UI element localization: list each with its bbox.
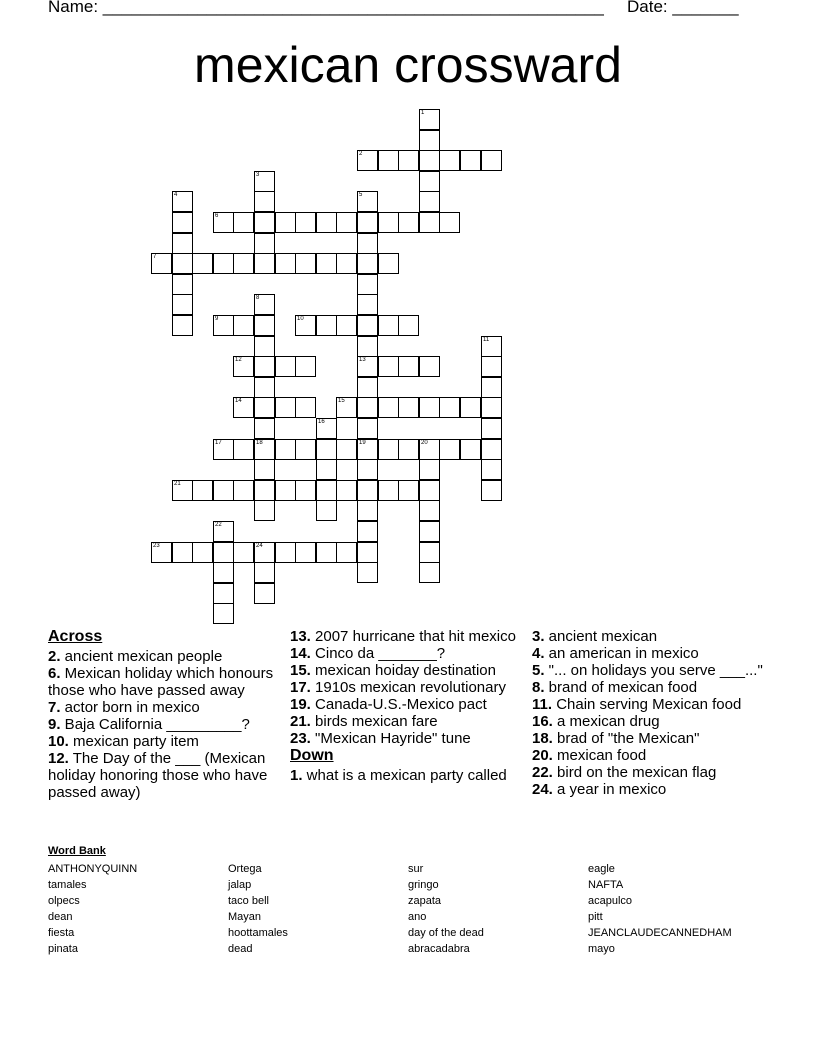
word-bank-column	[48, 861, 137, 957]
crossword-cell	[398, 150, 419, 171]
crossword-cell	[336, 397, 357, 418]
clue-item-number: 10.	[48, 733, 69, 750]
clue-item-text: bird on the mexican flag	[552, 764, 717, 781]
word-bank-entry: hoottamales	[228, 927, 288, 939]
crossword-cell	[439, 397, 460, 418]
crossword-cell	[254, 542, 275, 563]
clue-number: 24	[256, 543, 263, 549]
clue-item-number: 21.	[290, 713, 311, 730]
clue-item	[532, 662, 772, 679]
crossword-cell	[213, 253, 234, 274]
clue-item	[290, 662, 525, 679]
clue-item-text: mexican hoiday destination	[310, 662, 496, 679]
word-bank-entry: tamales	[48, 879, 87, 891]
crossword-cell	[357, 150, 378, 171]
clue-item-text: Baja California _________?	[60, 716, 250, 733]
crossword-cell	[378, 439, 399, 460]
clue-item-text: ancient mexican	[544, 628, 658, 645]
crossword-cell	[254, 439, 275, 460]
clues-column-2	[290, 628, 525, 784]
crossword-cell	[233, 315, 254, 336]
crossword-cell	[275, 212, 296, 233]
clue-item	[290, 713, 525, 730]
clue-number: 5	[359, 192, 363, 198]
crossword-cell	[254, 459, 275, 480]
clue-item	[532, 628, 772, 645]
crossword-cell	[316, 253, 337, 274]
crossword-cell	[357, 542, 378, 563]
crossword-cell	[378, 253, 399, 274]
crossword-cell	[172, 191, 193, 212]
clue-item-text: mexican party item	[68, 733, 199, 750]
word-bank-entry: jalap	[228, 879, 252, 891]
crossword-cell	[254, 171, 275, 192]
down-heading: Down	[290, 747, 334, 764]
word-bank-entry: JEANCLAUDECANNEDHAM	[588, 927, 732, 939]
crossword-cell	[336, 542, 357, 563]
crossword-cell	[233, 397, 254, 418]
crossword-cell	[419, 171, 440, 192]
crossword-cell	[419, 480, 440, 501]
word-bank-entry: day of the dead	[408, 927, 484, 939]
clue-item-number: 19.	[290, 696, 311, 713]
crossword-cell	[481, 336, 502, 357]
crossword-cell	[336, 480, 357, 501]
clue-number: 12	[235, 357, 242, 363]
crossword-cell	[275, 397, 296, 418]
crossword-cell	[275, 439, 296, 460]
crossword-cell	[233, 253, 254, 274]
crossword-cell	[275, 542, 296, 563]
clue-number: 21	[174, 481, 181, 487]
crossword-cell	[357, 439, 378, 460]
crossword-cell	[419, 356, 440, 377]
crossword-cell	[357, 253, 378, 274]
crossword-cell	[357, 191, 378, 212]
crossword-cell	[460, 150, 481, 171]
clue-item-text: The Day of the ___ (Mexican holiday honoring those who have passed away)	[48, 750, 268, 801]
word-bank-entry: sur	[408, 863, 424, 875]
clue-item	[48, 733, 283, 750]
crossword-cell	[419, 542, 440, 563]
clue-number: 4	[174, 192, 178, 198]
clue-item	[532, 781, 772, 798]
clue-item	[48, 648, 283, 665]
clue-number: 7	[153, 254, 157, 260]
crossword-cell	[419, 212, 440, 233]
crossword-cell	[419, 150, 440, 171]
clue-item-number: 9.	[48, 716, 61, 733]
crossword-cell	[172, 233, 193, 254]
crossword-cell	[254, 356, 275, 377]
across-clue-list	[48, 648, 283, 801]
crossword-cell	[481, 397, 502, 418]
crossword-cell	[213, 521, 234, 542]
crossword-cell	[172, 315, 193, 336]
clue-item-number: 15.	[290, 662, 311, 679]
clue-item-number: 7.	[48, 699, 61, 716]
crossword-cell	[213, 603, 234, 624]
crossword-cell	[481, 459, 502, 480]
clue-number: 15	[338, 398, 345, 404]
crossword-cell	[233, 356, 254, 377]
crossword-cell	[357, 233, 378, 254]
clue-number: 2	[359, 151, 363, 157]
crossword-cell	[378, 315, 399, 336]
word-bank-entry: NAFTA	[588, 879, 624, 891]
clue-item-text: Mexican holiday which honours those who have passed away	[48, 665, 274, 699]
crossword-cell	[419, 500, 440, 521]
clue-number: 19	[359, 440, 366, 446]
crossword-cell	[233, 542, 254, 563]
word-bank-entry: taco bell	[228, 895, 269, 907]
clue-item	[532, 747, 772, 764]
crossword-cell	[254, 233, 275, 254]
clue-item-text: brand of mexican food	[544, 679, 698, 696]
crossword-cell	[213, 480, 234, 501]
crossword-cell	[378, 397, 399, 418]
clue-item-number: 5.	[532, 662, 545, 679]
crossword-cell	[172, 274, 193, 295]
crossword-cell	[419, 562, 440, 583]
crossword-cell	[254, 294, 275, 315]
crossword-cell	[213, 212, 234, 233]
clue-item-text: "... on holidays you serve ___..."	[544, 662, 763, 679]
crossword-cell	[336, 253, 357, 274]
clue-item-number: 8.	[532, 679, 545, 696]
word-bank-entry: fiesta	[48, 927, 75, 939]
crossword-cell	[357, 356, 378, 377]
word-bank-title: Word Bank	[48, 845, 106, 857]
crossword-cell	[254, 418, 275, 439]
crossword-cell	[316, 212, 337, 233]
word-bank-entry: mayo	[588, 943, 615, 955]
crossword-cell	[316, 542, 337, 563]
crossword-cell	[419, 521, 440, 542]
crossword-cell	[357, 562, 378, 583]
date-field-label: Date: _______	[627, 0, 739, 16]
clue-item	[290, 767, 525, 784]
crossword-cell	[398, 397, 419, 418]
word-bank-entry: pinata	[48, 943, 78, 955]
clue-item-number: 1.	[290, 767, 303, 784]
crossword-cell	[378, 150, 399, 171]
clue-item-text: brad of "the Mexican"	[552, 730, 700, 747]
crossword-cell	[254, 480, 275, 501]
word-bank-entry: Mayan	[228, 911, 262, 923]
crossword-cell	[439, 212, 460, 233]
crossword-cell	[254, 253, 275, 274]
clue-number: 22	[215, 522, 222, 528]
clue-item-text: Chain serving Mexican food	[552, 696, 742, 713]
clue-item-text: "Mexican Hayride" tune	[310, 730, 471, 747]
clue-number: 20	[421, 440, 428, 446]
crossword-cell	[378, 480, 399, 501]
crossword-cell	[192, 253, 213, 274]
crossword-cell	[336, 439, 357, 460]
crossword-cell	[398, 356, 419, 377]
crossword-cell	[336, 315, 357, 336]
crossword-cell	[172, 294, 193, 315]
clue-item-text: mexican food	[552, 747, 647, 764]
crossword-cell	[398, 480, 419, 501]
crossword-cell	[213, 439, 234, 460]
crossword-cell	[460, 439, 481, 460]
crossword-cell	[295, 315, 316, 336]
clue-number: 11	[483, 337, 490, 343]
crossword-cell	[316, 480, 337, 501]
crossword-cell	[481, 356, 502, 377]
crossword-cell	[336, 212, 357, 233]
crossword-cell	[316, 315, 337, 336]
clue-item-number: 6.	[48, 665, 61, 682]
clue-item-number: 3.	[532, 628, 545, 645]
crossword-cell	[275, 253, 296, 274]
clues-column-3	[532, 628, 772, 798]
crossword-cell	[233, 212, 254, 233]
crossword-cell	[295, 480, 316, 501]
crossword-cell	[481, 480, 502, 501]
clue-number: 3	[256, 172, 260, 178]
crossword-cell	[295, 439, 316, 460]
crossword-cell	[192, 480, 213, 501]
crossword-cell	[419, 459, 440, 480]
clue-number: 17	[215, 440, 222, 446]
clue-item-text: Cinco da _______?	[310, 645, 446, 662]
crossword-cell	[213, 315, 234, 336]
clue-item-text: 1910s mexican revolutionary	[310, 679, 506, 696]
crossword-cell	[357, 459, 378, 480]
clue-item	[290, 679, 525, 696]
crossword-cell	[172, 212, 193, 233]
crossword-cell	[419, 130, 440, 151]
crossword-cell	[254, 336, 275, 357]
crossword-cell	[295, 253, 316, 274]
clue-item-number: 20.	[532, 747, 553, 764]
clue-item-number: 14.	[290, 645, 311, 662]
crossword-cell	[481, 439, 502, 460]
crossword-cell	[419, 397, 440, 418]
crossword-cell	[172, 542, 193, 563]
clue-item-text: an american in mexico	[544, 645, 699, 662]
clue-item	[48, 716, 283, 733]
clue-item-text: what is a mexican party called	[302, 767, 507, 784]
crossword-cell	[481, 150, 502, 171]
crossword-cell	[357, 336, 378, 357]
clue-item	[48, 699, 283, 716]
crossword-cell	[295, 397, 316, 418]
word-bank-entry: abracadabra	[408, 943, 470, 955]
crossword-cell	[295, 542, 316, 563]
page-title: mexican crossward	[194, 37, 622, 93]
clue-item-text: a mexican drug	[552, 713, 660, 730]
crossword-cell	[398, 212, 419, 233]
crossword-cell	[254, 377, 275, 398]
crossword-cell	[357, 500, 378, 521]
crossword-cell	[357, 315, 378, 336]
word-bank-column	[408, 861, 484, 957]
crossword-cell	[481, 418, 502, 439]
name-field-label: Name: _____________________________________________________	[48, 0, 604, 16]
across-clue-list-continued	[290, 628, 525, 747]
clue-number: 1	[421, 110, 425, 116]
word-bank-column	[228, 861, 288, 957]
crossword-cell	[254, 562, 275, 583]
crossword-cell	[357, 212, 378, 233]
clue-item	[532, 645, 772, 662]
word-bank-entry: ANTHONYQUINN	[48, 863, 138, 875]
crossword-cell	[316, 418, 337, 439]
clue-item-number: 4.	[532, 645, 545, 662]
crossword-cell	[254, 583, 275, 604]
crossword-cell	[316, 500, 337, 521]
crossword-cell	[233, 480, 254, 501]
crossword-cell	[419, 439, 440, 460]
down-clue-list	[290, 767, 525, 784]
clue-number: 8	[256, 295, 260, 301]
crossword-cell	[357, 480, 378, 501]
crossword-cell	[316, 459, 337, 480]
clue-item-number: 12.	[48, 750, 69, 767]
word-bank-entry: acapulco	[588, 895, 633, 907]
word-bank-entry: ano	[408, 911, 427, 923]
crossword-cell	[439, 439, 460, 460]
crossword-cell	[357, 418, 378, 439]
crossword-cell	[254, 397, 275, 418]
clue-item-number: 18.	[532, 730, 553, 747]
clue-item-number: 24.	[532, 781, 553, 798]
clue-item-number: 13.	[290, 628, 311, 645]
word-bank-entry: olpecs	[48, 895, 80, 907]
crossword-cell	[213, 583, 234, 604]
crossword-cell	[398, 439, 419, 460]
across-heading: Across	[48, 628, 103, 645]
clue-item	[290, 730, 525, 747]
clue-item-text: ancient mexican people	[60, 648, 223, 665]
clue-number: 13	[359, 357, 366, 363]
word-bank-entry: eagle	[588, 863, 615, 875]
crossword-cell	[233, 439, 254, 460]
crossword-cell	[254, 500, 275, 521]
clue-number: 16	[318, 419, 325, 425]
crossword-cell	[295, 356, 316, 377]
crossword-cell	[192, 542, 213, 563]
crossword-cell	[213, 562, 234, 583]
clue-item	[290, 696, 525, 713]
clue-item	[532, 730, 772, 747]
clue-item	[48, 665, 283, 699]
clue-number: 18	[256, 440, 263, 446]
crossword-cell	[172, 253, 193, 274]
word-bank-entry: Ortega	[228, 863, 262, 875]
crossword-cell	[419, 109, 440, 130]
word-bank-entry: gringo	[408, 879, 439, 891]
crossword-cell	[357, 294, 378, 315]
clue-item	[532, 679, 772, 696]
clue-item	[290, 628, 525, 645]
clue-item-text: a year in mexico	[552, 781, 667, 798]
clue-item-text: 2007 hurricane that hit mexico	[310, 628, 516, 645]
crossword-cell	[254, 315, 275, 336]
crossword-cell	[439, 150, 460, 171]
word-bank-entry: pitt	[588, 911, 603, 923]
clue-number: 6	[215, 213, 219, 219]
crossword-cell	[419, 191, 440, 212]
crossword-cell	[213, 542, 234, 563]
clue-item-number: 22.	[532, 764, 553, 781]
crossword-cell	[398, 315, 419, 336]
crossword-cell	[460, 397, 481, 418]
crossword-cell	[275, 356, 296, 377]
crossword-cell	[254, 191, 275, 212]
clue-number: 14	[235, 398, 242, 404]
crossword-cell	[357, 521, 378, 542]
clue-item-number: 16.	[532, 713, 553, 730]
word-bank-entry: dean	[48, 911, 73, 923]
clue-item-number: 2.	[48, 648, 61, 665]
clue-item	[290, 645, 525, 662]
clue-item-text: actor born in mexico	[60, 699, 200, 716]
clue-item	[48, 750, 283, 801]
clue-item	[532, 764, 772, 781]
word-bank-entry: dead	[228, 943, 253, 955]
crossword-cell	[378, 212, 399, 233]
crossword-cell	[172, 480, 193, 501]
clue-number: 10	[297, 316, 304, 322]
word-bank-column	[588, 861, 732, 957]
crossword-cell	[151, 253, 172, 274]
down-clue-list-continued	[532, 628, 772, 798]
clue-item-number: 17.	[290, 679, 311, 696]
clue-item	[532, 713, 772, 730]
crossword-cell	[151, 542, 172, 563]
crossword-cell	[254, 212, 275, 233]
crossword-cell	[481, 377, 502, 398]
clues-column-1	[48, 628, 283, 801]
clue-number: 23	[153, 543, 160, 549]
crossword-cell	[316, 439, 337, 460]
crossword-cell	[295, 212, 316, 233]
crossword-cell	[357, 274, 378, 295]
clue-item-text: Canada-U.S.-Mexico pact	[310, 696, 487, 713]
word-bank-entry: zapata	[408, 895, 442, 907]
clue-item	[532, 696, 772, 713]
clue-item-number: 23.	[290, 730, 311, 747]
clue-item-number: 11.	[532, 696, 553, 713]
crossword-cell	[357, 397, 378, 418]
crossword-cell	[275, 480, 296, 501]
clue-number: 9	[215, 316, 219, 322]
crossword-cell	[357, 377, 378, 398]
crossword-cell	[378, 356, 399, 377]
clue-item-text: birds mexican fare	[310, 713, 438, 730]
